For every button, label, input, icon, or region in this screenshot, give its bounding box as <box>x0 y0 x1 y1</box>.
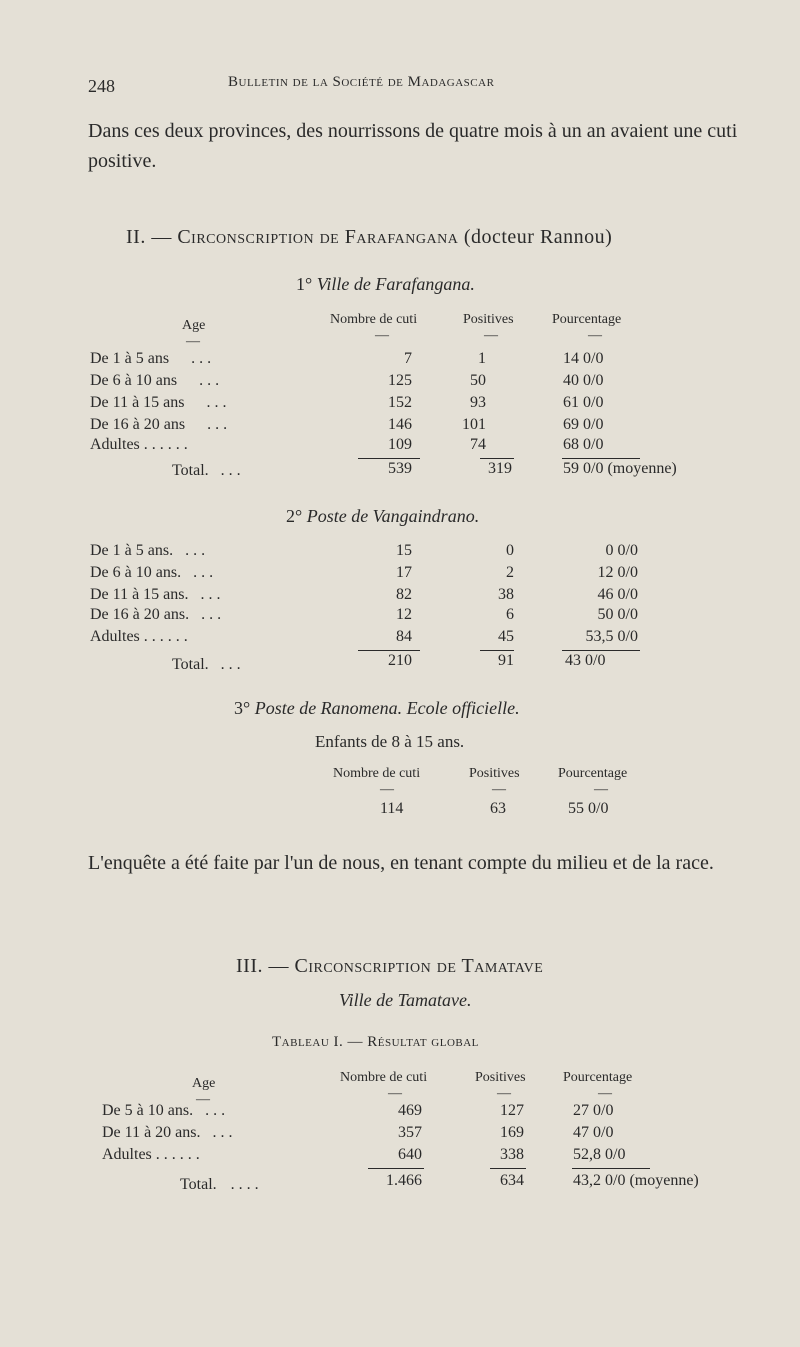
row-age: De 1 à 5 ans. <box>90 542 174 559</box>
row-positives: 169 <box>500 1124 524 1141</box>
table-row <box>90 350 211 368</box>
t1-dash-age: — <box>186 334 200 349</box>
closing-paragraph: L'enquête a été faite par l'un de nous, en tenant compte du milieu et de la race. <box>88 852 714 874</box>
row-positives: 0 <box>506 542 514 559</box>
row-age: De 11 à 20 ans. <box>102 1124 201 1141</box>
row-positives: 101 <box>462 416 486 433</box>
t4-dash-age: — <box>196 1092 210 1107</box>
row-pct: 69 0/0 <box>563 416 604 433</box>
section-2-title <box>126 226 612 249</box>
row-dots: . . . <box>212 1124 233 1141</box>
t1-dash-pourcentage: — <box>588 328 602 343</box>
row-pct: 68 0/0 <box>563 436 604 453</box>
row-pct: 47 0/0 <box>573 1124 614 1141</box>
row-pct: 0 0/0 <box>605 542 638 559</box>
table2-title-num: 2° <box>286 506 303 526</box>
row-dots: . . . <box>199 372 220 389</box>
total-pct <box>563 460 677 478</box>
t4-rule-nombre <box>368 1168 424 1169</box>
row-nombre: 17 <box>396 564 412 581</box>
table3-title-text: Poste de Ranomena. Ecole officielle. <box>254 698 520 718</box>
section-2-main: Circonscription de Farafangana <box>177 226 459 248</box>
table-row <box>90 416 227 434</box>
t3-col-positives: Positives <box>469 766 520 781</box>
row-pct: 61 0/0 <box>563 394 604 411</box>
row-nombre: 125 <box>388 372 412 389</box>
row-dots: . . . <box>201 606 222 623</box>
t3-col-pourcentage: Pourcentage <box>558 766 628 781</box>
total-label: Total. <box>172 656 209 673</box>
t3-pct: 55 0/0 <box>568 800 609 817</box>
t2-rule-pct <box>562 650 640 651</box>
table3-title-num: 3° <box>234 698 251 718</box>
row-age: De 6 à 10 ans <box>90 372 178 389</box>
row-dots: . . . <box>191 350 212 367</box>
row-positives: 2 <box>506 564 514 581</box>
row-positives: 93 <box>470 394 486 411</box>
t4-dash-pourcentage: — <box>598 1086 612 1101</box>
table-row <box>102 1124 233 1142</box>
t3-dash-pourcentage: — <box>594 782 608 797</box>
t1-dash-nombre: — <box>375 328 389 343</box>
t4-col-positives: Positives <box>475 1070 526 1085</box>
row-pct: 14 0/0 <box>563 350 604 367</box>
row-nombre: 469 <box>398 1102 422 1119</box>
t4-dash-positives: — <box>497 1086 511 1101</box>
t4-col-pourcentage: Pourcentage <box>563 1070 633 1085</box>
row-age: De 5 à 10 ans. <box>102 1102 194 1119</box>
table-row <box>90 542 205 560</box>
total-note: (moyenne) <box>629 1172 699 1189</box>
table-row <box>90 586 221 604</box>
section-3-subtitle: Ville de Tamatave. <box>339 990 472 1010</box>
t1-col-pourcentage: Pourcentage <box>552 312 622 327</box>
row-age: Adultes <box>102 1146 152 1163</box>
table-row <box>102 1102 225 1120</box>
row-positives: 45 <box>498 628 514 645</box>
t3-dash-nombre: — <box>380 782 394 797</box>
table1-title <box>296 274 475 295</box>
row-positives: 6 <box>506 606 514 623</box>
t1-col-positives: Positives <box>463 312 514 327</box>
table2-title <box>286 506 479 527</box>
row-pct: 50 0/0 <box>597 606 638 623</box>
t3-col-nombre: Nombre de cuti <box>333 766 421 781</box>
row-nombre: 84 <box>396 628 412 645</box>
row-nombre: 146 <box>388 416 412 433</box>
total-dots: . . . . <box>230 1176 259 1193</box>
t1-rule-positives <box>480 458 514 459</box>
total-positives: 91 <box>498 652 514 669</box>
total-nombre: 210 <box>388 652 412 669</box>
row-age: Adultes <box>90 628 140 645</box>
t4-rule-positives <box>490 1168 526 1169</box>
row-dots: . . . <box>185 542 206 559</box>
row-age: De 16 à 20 ans <box>90 416 186 433</box>
row-pct: 40 0/0 <box>563 372 604 389</box>
total-positives: 634 <box>500 1172 524 1189</box>
table-row <box>90 394 227 412</box>
table-row <box>90 372 219 390</box>
table2-title-text: Poste de Vangaindrano. <box>306 506 480 526</box>
row-age: De 11 à 15 ans. <box>90 586 189 603</box>
t1-rule-pct <box>562 458 640 459</box>
section-2-suffix: (docteur Rannou) <box>463 226 613 248</box>
table-row <box>102 1146 200 1164</box>
row-nombre: 640 <box>398 1146 422 1163</box>
row-pct: 12 0/0 <box>597 564 638 581</box>
table-row <box>90 606 221 624</box>
total-nombre: 1.466 <box>386 1172 422 1189</box>
t1-col-nombre: Nombre de cuti <box>330 312 418 327</box>
t2-rule-nombre <box>358 650 420 651</box>
table-row <box>90 628 188 646</box>
total-dots: . . . <box>220 462 241 479</box>
t4-rule-pct <box>572 1168 650 1169</box>
row-nombre: 7 <box>404 350 412 367</box>
section-2-prefix: II. — <box>126 226 172 248</box>
t4-dash-nombre: — <box>388 1086 402 1101</box>
row-dots: . . . <box>200 586 221 603</box>
table-row <box>90 436 188 454</box>
row-dots: . . . . . . <box>155 1146 200 1163</box>
total-positives: 319 <box>488 460 512 477</box>
row-age: De 16 à 20 ans. <box>90 606 190 623</box>
row-dots: . . . <box>193 564 214 581</box>
section-3-title <box>236 955 543 978</box>
row-age: De 1 à 5 ans <box>90 350 170 367</box>
row-dots: . . . . . . <box>143 436 188 453</box>
section-3-main: Circonscription de Tamatave <box>294 955 544 977</box>
total-dots: . . . <box>220 656 241 673</box>
intro-paragraph: Dans ces deux provinces, des nourrissons de quatre mois à un an avaient une cuti positive. <box>88 120 738 172</box>
row-nombre: 82 <box>396 586 412 603</box>
row-positives: 74 <box>470 436 486 453</box>
total-pct-value: 43,2 0/0 <box>573 1172 626 1189</box>
t1-dash-positives: — <box>484 328 498 343</box>
row-dots: . . . <box>207 416 228 433</box>
t1-col-age: Age <box>182 318 206 333</box>
row-nombre: 357 <box>398 1124 422 1141</box>
table-total <box>172 462 241 480</box>
row-positives: 1 <box>478 350 486 367</box>
total-pct-value: 59 0/0 <box>563 460 604 477</box>
table3-subtitle: Enfants de 8 à 15 ans. <box>315 732 465 751</box>
total-label: Total. <box>172 462 209 479</box>
row-nombre: 12 <box>396 606 412 623</box>
section-3-prefix: III. — <box>236 955 289 977</box>
row-positives: 38 <box>498 586 514 603</box>
table-row <box>90 564 213 582</box>
row-dots: . . . <box>206 394 227 411</box>
t4-col-nombre: Nombre de cuti <box>340 1070 428 1085</box>
table3-title <box>234 698 520 719</box>
row-dots: . . . . . . <box>143 628 188 645</box>
running-title: Bulletin de la Société de Madagascar <box>228 74 495 90</box>
t3-positives: 63 <box>490 800 506 817</box>
row-nombre: 109 <box>388 436 412 453</box>
t3-nombre: 114 <box>380 800 404 817</box>
row-age: De 11 à 15 ans <box>90 394 185 411</box>
row-age: Adultes <box>90 436 140 453</box>
table-total <box>172 656 241 674</box>
row-pct: 53,5 0/0 <box>585 628 638 645</box>
row-pct: 52,8 0/0 <box>573 1146 626 1163</box>
tableau-1-title: Tableau I. — Résultat global <box>272 1034 479 1050</box>
row-positives: 338 <box>500 1146 524 1163</box>
total-note: (moyenne) <box>607 460 677 477</box>
row-pct: 27 0/0 <box>573 1102 614 1119</box>
row-positives: 50 <box>470 372 486 389</box>
t3-dash-positives: — <box>492 782 506 797</box>
t4-col-age: Age <box>192 1076 216 1091</box>
row-age: De 6 à 10 ans. <box>90 564 182 581</box>
t1-rule-nombre <box>358 458 420 459</box>
total-pct <box>573 1172 699 1190</box>
t2-rule-positives <box>480 650 514 651</box>
row-pct: 46 0/0 <box>597 586 638 603</box>
table1-title-text: Ville de Farafangana. <box>316 274 475 294</box>
row-positives: 127 <box>500 1102 524 1119</box>
page-number: 248 <box>88 76 115 96</box>
table-total <box>180 1176 259 1194</box>
row-nombre: 152 <box>388 394 412 411</box>
total-pct: 43 0/0 <box>565 652 606 669</box>
total-label: Total. <box>180 1176 217 1193</box>
table1-title-num: 1° <box>296 274 313 294</box>
row-nombre: 15 <box>396 542 412 559</box>
total-nombre: 539 <box>388 460 412 477</box>
row-dots: . . . <box>205 1102 226 1119</box>
